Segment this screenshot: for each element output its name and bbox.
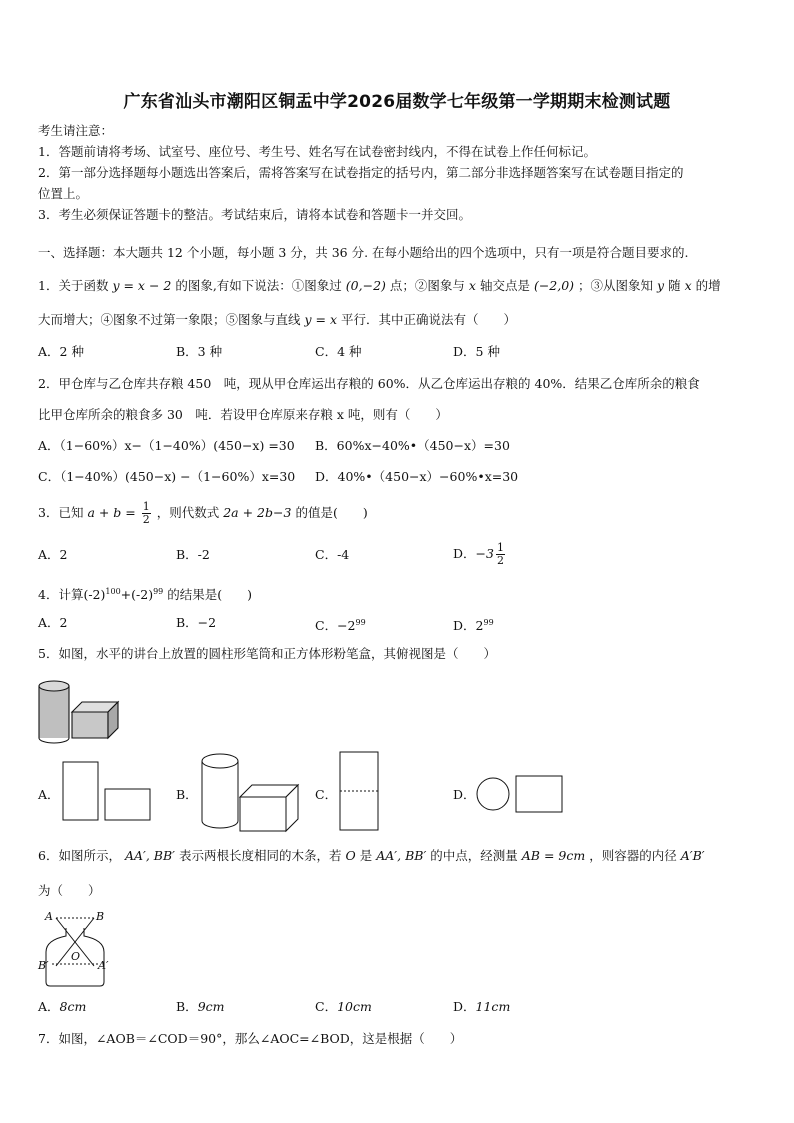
q6-o: O	[345, 848, 356, 863]
q6-option-c-label: C．	[315, 999, 338, 1014]
q5-option-c[interactable]: C．	[315, 787, 338, 802]
question-4	[38, 584, 252, 603]
q6-text: 表示两根长度相同的木条，若	[179, 848, 342, 863]
q4-option-b[interactable]: B．−2	[176, 615, 217, 630]
question-1-line-2	[38, 312, 516, 328]
question-2-line-1: 2．甲仓库与乙仓库共存粮 450 吨，现从甲仓库运出存粮的 60%．从乙仓库运出存粮的 40%．结果乙仓库所余的粮食	[38, 376, 700, 391]
q1-text: ；③从图象知	[578, 278, 654, 293]
q6-rods: AA′, BB′	[124, 848, 176, 863]
notice-item: 1．答题前请将考场、试室号、座位号、考生号、姓名写在试卷密封线内，不得在试卷上作任何标记。	[38, 144, 596, 159]
q1-text: 点；②图象与	[389, 278, 465, 293]
q3-text: 的值是( )	[295, 505, 368, 520]
q4-text: 的结果是( )	[163, 587, 252, 603]
notice-item: 位置上。	[38, 186, 89, 201]
q6-option-d[interactable]	[453, 999, 510, 1015]
q4-exp2: 99	[153, 587, 164, 596]
q6-option-a-label: A．	[38, 999, 60, 1014]
q2-option-b[interactable]: B．60%x−40%•（450−x）=30	[315, 438, 510, 453]
q6-option-c[interactable]	[315, 999, 372, 1015]
q6-option-b[interactable]	[176, 999, 225, 1015]
q6-label-aprime: A′	[98, 959, 109, 972]
q2-option-c[interactable]: C．（1−40%）(450−x) −（1−60%）x=30	[38, 469, 296, 484]
question-7: 7．如图，∠AOB＝∠COD＝90°，那么∠AOC=∠BOD，这是根据（ ）	[38, 1031, 463, 1046]
q1-option-c[interactable]: C．4 种	[315, 344, 362, 359]
q1-text: 轴交点是	[479, 278, 530, 293]
question-6-line-1	[38, 848, 705, 864]
section-heading: 一、选择题：本大题共 12 个小题，每小题 3 分，共 36 分. 在每小题给出的四个选项中，只有一项是符合题目要求的.	[38, 245, 689, 260]
question-5: 5．如图，水平的讲台上放置的圆柱形笔筒和正方体形粉笔盒，其俯视图是（ ）	[38, 646, 496, 661]
page-title: 广东省汕头市潮阳区铜盂中学2026届数学七年级第一学期期末检测试题	[123, 92, 671, 112]
q3-frac-num: 1	[142, 500, 150, 513]
question-6-line-2: 为（ ）	[38, 883, 101, 898]
q3-text: ，则代数式	[156, 505, 220, 520]
q3-option-d-num: 1	[496, 541, 504, 554]
q1-var: x	[684, 278, 692, 293]
q6-figure	[36, 906, 116, 988]
q3-expr: a + b =	[87, 505, 136, 520]
q1-option-a[interactable]: A．2 种	[38, 344, 84, 359]
q6-rods: AA′, BB′	[376, 848, 427, 863]
q3-expr2: 2a + 2b−3	[223, 505, 292, 520]
q3-option-d-label: D．	[453, 546, 476, 561]
q3-option-d-int: −3	[475, 546, 494, 561]
q6-label-o: O	[71, 950, 81, 963]
q1-option-d[interactable]: D．5 种	[453, 344, 500, 359]
q3-option-d-frac	[496, 542, 505, 567]
q6-option-d-value: 11cm	[475, 999, 511, 1014]
q1-option-b[interactable]: B．3 种	[176, 344, 223, 359]
q2-option-a[interactable]: A．（1−60%）x−（1−40%）(450−x) =30	[38, 438, 295, 453]
q4-text: 4．计算(-2)	[38, 587, 106, 603]
q5-option-d[interactable]: D．	[453, 787, 476, 802]
q4-option-d-exp: 99	[483, 618, 494, 627]
q1-line-func: y = x	[304, 312, 338, 327]
q6-text: 是	[359, 848, 373, 863]
notice-item: 3．考生必须保证答题卡的整洁。考试结束后，请将本试卷和答题卡一并交回。	[38, 207, 471, 222]
q4-exp1: 100	[105, 587, 121, 596]
q1-text: 的增	[695, 278, 721, 293]
q4-text: +(-2)	[120, 587, 154, 603]
q5-option-d-figure	[474, 772, 566, 816]
q4-option-c-exp: 99	[355, 618, 366, 627]
q6-option-c-value: 10cm	[337, 999, 372, 1014]
q6-inner-diameter: A′B′	[680, 848, 705, 863]
q6-option-d-label: D．	[453, 999, 476, 1014]
q5-option-a-figure	[60, 760, 154, 822]
q3-option-d-den: 2	[496, 554, 504, 567]
q4-option-d-label: D．2	[453, 618, 484, 634]
q4-option-c-label: C．−2	[315, 618, 356, 634]
q6-option-b-value: 9cm	[197, 999, 225, 1014]
q4-option-a[interactable]: A．2	[38, 615, 68, 630]
q6-label-a: A	[45, 910, 53, 923]
q6-label-bprime: B′	[38, 959, 49, 972]
q3-option-d[interactable]	[453, 540, 507, 568]
q1-text: 随	[668, 278, 681, 293]
q4-option-d[interactable]	[453, 615, 494, 634]
notice-item: 2．第一部分选择题每小题选出答案后，需将答案写在试卷指定的括号内，第二部分非选择题答案写在试卷题目指定的	[38, 165, 684, 180]
q5-option-b-figure	[198, 749, 302, 833]
q1-text: 大而增大；④图象不过第一象限；⑤图象与直线	[38, 312, 301, 327]
q6-option-a-value: 8cm	[59, 999, 87, 1014]
question-1-line-1	[38, 278, 721, 294]
q5-option-c-figure	[337, 749, 381, 833]
q1-text: 1．关于函数	[38, 278, 109, 293]
q1-var: x	[468, 278, 476, 293]
q5-option-a[interactable]: A．	[38, 787, 60, 802]
q3-option-a[interactable]: A．2	[38, 547, 68, 562]
q3-frac-den: 2	[142, 513, 150, 526]
q1-point: (0,−2)	[345, 278, 386, 293]
q3-option-c[interactable]: C．-4	[315, 547, 350, 562]
q4-option-c[interactable]	[315, 615, 366, 634]
q6-measure: AB = 9cm	[521, 848, 586, 863]
q1-text: 的图象,有如下说法：①图象过	[175, 278, 342, 293]
q3-text: 3．已知	[38, 505, 84, 520]
q1-var: y	[657, 278, 665, 293]
q1-function: y = x − 2	[112, 278, 172, 293]
q6-option-a[interactable]	[38, 999, 86, 1015]
q5-figure	[36, 678, 122, 744]
q5-option-b[interactable]: B．	[176, 787, 198, 802]
q6-text: 6．如图所示，	[38, 848, 121, 863]
question-3	[38, 500, 368, 526]
q1-text: 平行．其中正确说法有（ ）	[341, 312, 517, 327]
notice-heading: 考生请注意：	[38, 123, 114, 138]
q2-option-d[interactable]: D．40%•（450−x）−60%•x=30	[315, 469, 519, 484]
q6-text: 的中点，经测量	[430, 848, 518, 863]
q3-option-b[interactable]: B．-2	[176, 547, 210, 562]
question-2-line-2: 比甲仓库所余的粮食多 30 吨．若设甲仓库原来存粮 x 吨，则有（ ）	[38, 407, 448, 422]
q6-option-b-label: B．	[176, 999, 198, 1014]
q6-text: ，则容器的内径	[589, 848, 677, 863]
q3-fraction	[142, 501, 151, 526]
q1-point: (−2,0)	[533, 278, 575, 293]
q6-label-b: B	[96, 910, 105, 923]
